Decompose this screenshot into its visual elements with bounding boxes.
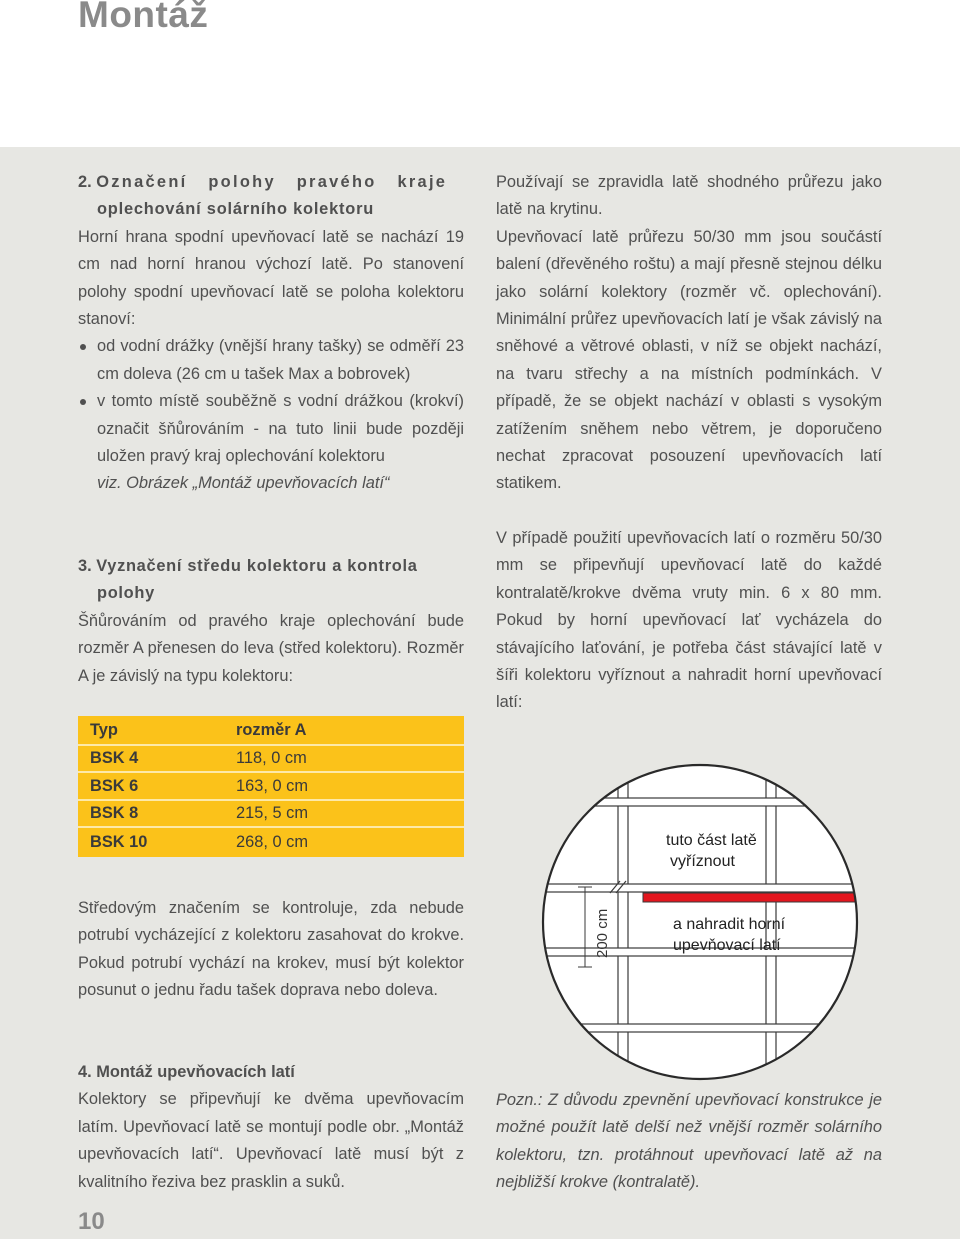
table-row (78, 801, 464, 828)
section-3-heading-line1: Vyznačení středu kolektoru a kontrola (96, 557, 418, 575)
section-2-number: 2. (78, 173, 92, 191)
right-paragraph-3: V případě použití upevňovacích latí o rozměru 50/30 mm se připevňují upevňovací latě do každé kontralatě/krokve dvěma vruty min. 6 x 80 mm. Pokud by horní upevňovací lať vycházela do stávajícího laťování, je potřeba část stávající latě v šíři kolektoru vyříznout a nahradit horní upevňovací latí: (496, 528, 882, 712)
left-column (78, 169, 464, 498)
section-2-paragraph: Horní hrana spodní upevňovací latě se nachází 19 cm nad horní hranou výchozí latě. Po stanovení polohy spodní upevňovací latě se poloha kolektoru stanoví: (78, 227, 464, 329)
cut-label-line1: tuto část latě (666, 832, 757, 849)
section-3-number: 3. (78, 557, 92, 575)
section-2-heading-line1: Označení polohy pravého kraje (96, 173, 448, 191)
section-3-paragraph: Šňůrováním od pravého kraje oplechování bude rozměr A přenesen do leva (střed kolektoru). Rozměr A je závislý na typu kolektoru: (78, 611, 464, 685)
table-row (78, 773, 464, 800)
table-header-cell: rozměr A (236, 716, 464, 746)
cut-label-line2: vyříznout (670, 853, 735, 870)
section-4 (78, 1059, 464, 1196)
table-row (78, 746, 464, 773)
section-3-heading (78, 553, 464, 580)
section-3-heading-line2: polohy (97, 584, 155, 603)
table-header-cell: Typ (78, 716, 236, 746)
table-cell: BSK 8 (78, 801, 236, 828)
list-item: od vodní drážky (vnější hrany tašky) se odměří 23 cm doleva (26 cm u tašek Max a bobrovek) (78, 333, 464, 388)
table-header-row (78, 716, 464, 746)
rafter-left (618, 762, 628, 1082)
center-marking-paragraph: Středovým značením se kontroluje, zda nebude potrubí vycházející z kolektoru zasahovat do krokve. Pokud potrubí vychází na krokev, musí být kolektor posunut o jednu řadu tašek doprava nebo doleva. (78, 899, 464, 1000)
replace-label-line1: a nahradit horní (673, 916, 786, 933)
section-2-heading (78, 169, 464, 196)
table-cell: 118, 0 cm (236, 746, 464, 773)
page-title: Montáž (78, 0, 209, 35)
figure-reference: viz. Obrázek „Montáž upevňovacích latí“ (97, 474, 390, 493)
table-cell: BSK 10 (90, 833, 148, 852)
table-cell: BSK 4 (78, 746, 236, 773)
right-paragraph-2: Upevňovací latě průřezu 50/30 mm jsou součástí balení (dřevěného roštu) a mají přesně stejnou délku jako solární kolektory (rozměr vč. oplechování). Minimální průřez upevňovacích latí je však závislý na sněhové a větrové oblasti, v níž se objekt nachází, na tvaru střechy a na místních podmínkách. V případě, že se objekt nachází v oblasti s vysokým zatížením sněhem nebo větrem, je doporučeno nechat zpracovat posouzení upevňovacích latí statikem. (496, 227, 882, 493)
right-paragraph-1: Používají se zpravidla latě shodného průřezu jako latě na krytinu. (496, 173, 882, 219)
section-2-heading-line2: oplechování solárního kolektoru (97, 200, 375, 219)
table-cell: 215, 5 cm (236, 801, 464, 828)
dimension-label: 200 cm (594, 908, 611, 958)
section-4-heading: 4. Montáž upevňovacích latí (78, 1063, 295, 1081)
replace-label-line2: upevňovací latí (673, 937, 781, 954)
section-3 (78, 553, 464, 690)
collector-dimension-table (78, 716, 464, 857)
right-column (496, 169, 882, 717)
batten-existing (540, 884, 860, 892)
table-cell: 268, 0 cm (236, 833, 308, 852)
list-item: v tomto místě souběžně s vodní drážkou (krokví) označit šňůrováním - na tuto linii bude později uložen pravý kraj oplechování kolektoru (78, 388, 464, 470)
table-row (78, 828, 464, 857)
batten (540, 798, 860, 806)
section-2 (78, 169, 464, 498)
section-4-paragraph: Kolektory se připevňují ke dvěma upevňovacím latím. Upevňovací latě se montují podle obr. „Montáž upevňovacích latí“. Upevňovací latě musí být z kvalitního řeziva bez prasklin a suků. (78, 1090, 464, 1191)
replacement-batten (643, 893, 860, 902)
table-cell: 163, 0 cm (236, 773, 464, 800)
batten-cut-diagram (540, 762, 860, 1082)
table-cell: BSK 6 (78, 773, 236, 800)
note-paragraph: Pozn.: Z důvodu zpevnění upevňovací konstrukce je možné použít latě delší než vnější rozměr solárního kolektoru, tzn. protáhnout upevňovací latě až na nejbližší krokve (kontralatě). (496, 1091, 882, 1192)
page-number: 10 (78, 1208, 105, 1235)
